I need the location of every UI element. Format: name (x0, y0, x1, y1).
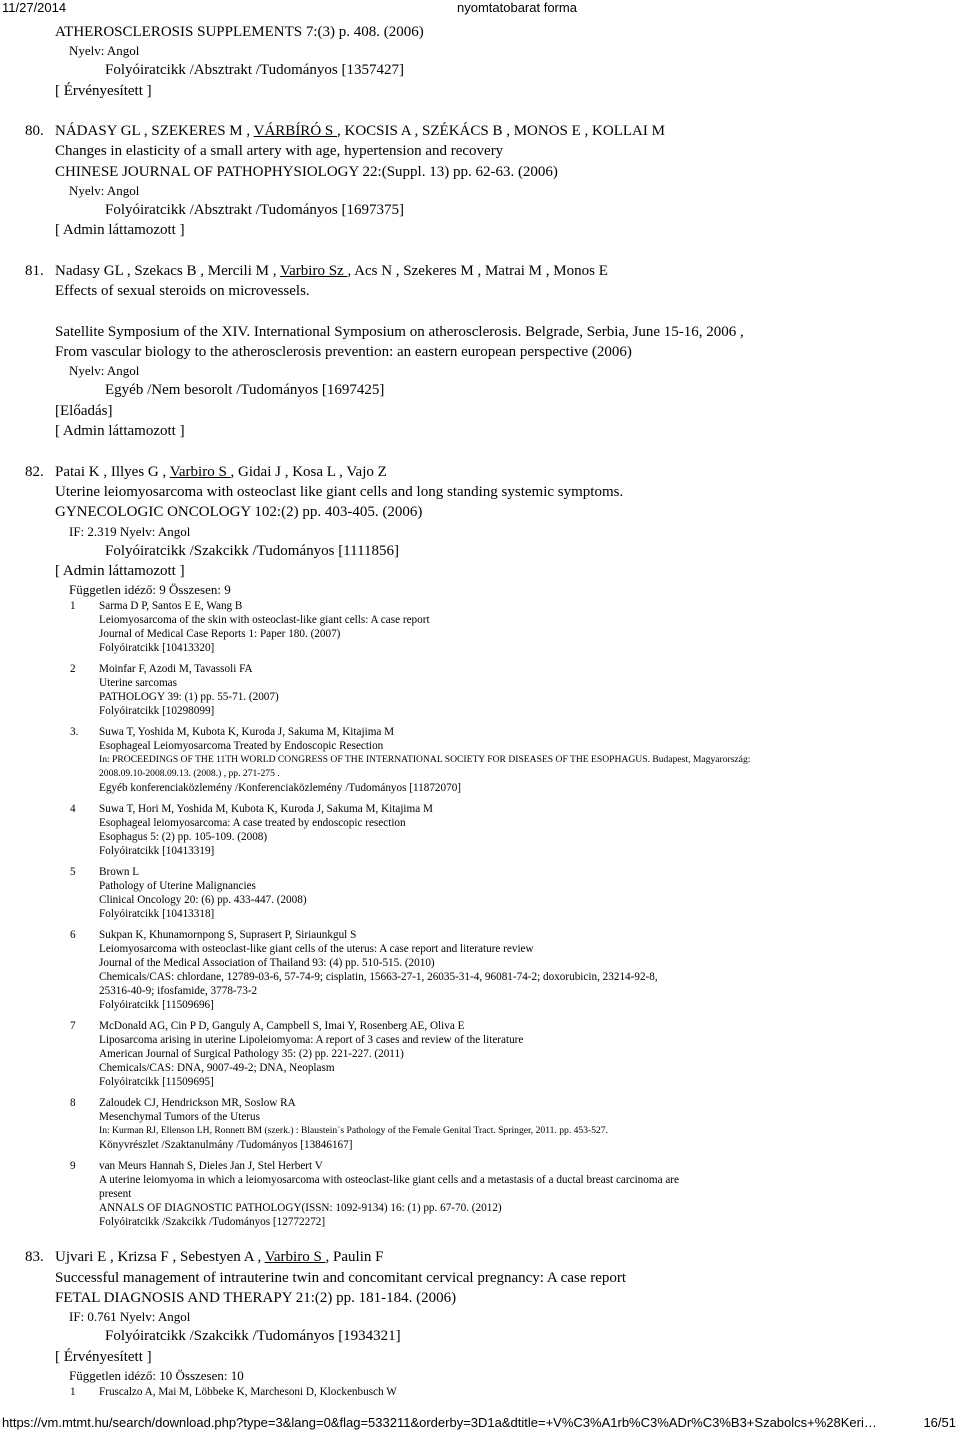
citation-item (0, 725, 940, 795)
citation-number: 1 (70, 600, 76, 613)
citation-number: 4 (70, 802, 76, 815)
citation-line: present (99, 1187, 132, 1200)
citation-line: Mesenchymal Tumors of the Uterus (99, 1110, 260, 1123)
citation-line: Suwa T, Hori M, Yoshida M, Kubota K, Kuroda J, Sakuma M, Kitajima M (99, 802, 433, 815)
citation-line: Egyéb konferenciaközlemény /Konferenciaközlemény /Tudományos [11872070] (99, 782, 462, 795)
citation-line: Uterine sarcomas (99, 677, 177, 690)
authors: NÁDASY GL , SZEKERES M , VÁRBÍRÓ S , KOCSIS A , SZÉKÁCS B , MONOS E , KOLLAI M (55, 123, 665, 140)
citation-item (0, 1019, 940, 1089)
entry-number: 81. (25, 262, 44, 279)
citation-line: ANNALS OF DIAGNOSTIC PATHOLOGY(ISSN: 1092-9134) 16: (1) pp. 67-70. (2012) (99, 1201, 502, 1214)
language-line: Nyelv: Angol (69, 363, 140, 379)
authors: Ujvari E , Krizsa F , Sebestyen A , Varbiro S , Paulin F (55, 1249, 384, 1266)
conference-line: From vascular biology to the atherosclerosis prevention: an eastern european perspective (2006) (55, 344, 632, 361)
citation-item (0, 1385, 940, 1399)
entry-number: 82. (25, 463, 44, 480)
citation-line: Folyóiratcikk [11509696] (99, 999, 214, 1012)
status-line: [ Admin láttamozott ] (55, 562, 185, 579)
publication-list (0, 22, 940, 1399)
citation-line: Esophagus 5: (2) pp. 105-109. (2008) (99, 831, 268, 844)
citation-number: 6 (70, 928, 76, 941)
citation-line: Zaloudek CJ, Hendrickson MR, Soslow RA (99, 1096, 296, 1109)
author-link[interactable]: Varbiro S (264, 1249, 326, 1266)
print-date: 11/27/2014 (2, 0, 67, 15)
journal-line: FETAL DIAGNOSIS AND THERAPY 21:(2) pp. 181-184. (2006) (55, 1290, 457, 1307)
publication-entry-79 (0, 22, 940, 101)
citation-line: Liposarcoma arising in uterine Lipoleiomyoma: A report of 3 cases and review of the literature (99, 1033, 524, 1046)
citation-authors: Fruscalzo A, Mai M, Löbbeke K, Marchesoni D, Klockenbusch W (99, 1385, 397, 1398)
citation-item (0, 662, 940, 718)
citation-line: Sarma D P, Santos E E, Wang B (99, 600, 243, 613)
citation-summary: Független idéző: 10 Összesen: 10 (69, 1367, 244, 1383)
citation-line: Chemicals/CAS: chlordane, 12789-03-6, 57-74-9; cisplatin, 15663-27-1, 26035-31-4, 96081-74-2; doxorubicin, 23214-92-8, (99, 970, 658, 983)
status-line: [ Admin láttamozott ] (55, 222, 185, 239)
citation-line: Brown L (99, 865, 140, 878)
print-title: nyomtatobarat forma (457, 0, 577, 15)
authors: Nadasy GL , Szekacs B , Mercili M , Varbiro Sz , Acs N , Szekeres M , Matrai M , Monos E (55, 262, 608, 279)
citation-item (0, 599, 940, 655)
type-line: Folyóiratcikk /Absztrakt /Tudományos [1697375] (105, 202, 405, 219)
citation-line: Leiomyosarcoma with osteoclast-like giant cells of the uterus: A case report and literature review (99, 942, 534, 955)
title-line: Effects of sexual steroids on microvessels. (55, 283, 310, 300)
citation-line: Folyóiratcikk [11509695] (99, 1076, 214, 1089)
author-link[interactable]: Varbiro Sz (279, 262, 348, 279)
citation-line: Clinical Oncology 20: (6) pp. 433-447. (2008) (99, 893, 307, 906)
if-language-line: IF: 0.761 Nyelv: Angol (69, 1309, 191, 1325)
citation-item (0, 928, 940, 1013)
citation-source-line: In: Kurman RJ, Ellenson LH, Ronnett BM (szerk.) : Blaustein`s Pathology of the Female Genital Tract. Springer, 2011. pp. 453-527. (99, 1124, 608, 1136)
citation-item (0, 1159, 940, 1229)
citation-number: 1 (70, 1385, 76, 1398)
citation-line: American Journal of Surgical Pathology 35: (2) pp. 221-227. (2011) (99, 1047, 404, 1060)
if-language-line: IF: 2.319 Nyelv: Angol (69, 523, 191, 539)
citation-line: Journal of the Medical Association of Thailand 93: (4) pp. 510-515. (2010) (99, 956, 435, 969)
citation-line: Chemicals/CAS: DNA, 9007-49-2; DNA, Neoplasm (99, 1061, 335, 1074)
language-line: Nyelv: Angol (69, 43, 140, 59)
citation-line: Esophageal Leiomyosarcoma Treated by Endoscopic Resection (99, 739, 384, 752)
citation-line: Folyóiratcikk [10413320] (99, 642, 215, 655)
citation-number: 9 (70, 1159, 76, 1172)
conference-line: Satellite Symposium of the XIV. International Symposium on atherosclerosis. Belgrade, Serbia, June 15-16, 2006 , (55, 323, 744, 340)
citation-number: 7 (70, 1019, 76, 1032)
citation-source-line: In: PROCEEDINGS OF THE 11TH WORLD CONGRESS OF THE INTERNATIONAL SOCIETY FOR DISEASES OF THE ESOPHAGUS. Budapest, Magyarország: 2008.09.10-2008.09.13. (2008.) , pp. 271-275 . (99, 754, 751, 780)
status-line: [ Admin láttamozott ] (55, 423, 185, 440)
publication-entry-80 (0, 121, 940, 240)
type-line: Egyéb /Nem besorolt /Tudományos [1697425] (105, 382, 385, 399)
citation-line: Folyóiratcikk /Szakcikk /Tudományos [12772272] (99, 1215, 326, 1228)
citation-number: 8 (70, 1096, 76, 1109)
publication-entry-83 (0, 1247, 940, 1399)
citation-summary: Független idéző: 9 Összesen: 9 (69, 582, 231, 598)
print-header (0, 0, 960, 16)
citation-line: Folyóiratcikk [10298099] (99, 705, 215, 718)
entry-number: 83. (25, 1249, 44, 1266)
citation-list (0, 599, 940, 1229)
journal-line: CHINESE JOURNAL OF PATHOPHYSIOLOGY 22:(Suppl. 13) pp. 62-63. (2006) (55, 163, 558, 180)
citation-line: Journal of Medical Case Reports 1: Paper 180. (2007) (99, 628, 341, 641)
citation-line: Esophageal leiomyosarcoma: A case treated by endoscopic resection (99, 816, 406, 829)
citation-line: Könyvrészlet /Szaktanulmány /Tudományos [13846167] (99, 1138, 353, 1151)
citation-line: Folyóiratcikk [10413318] (99, 908, 215, 920)
print-footer (0, 1415, 960, 1431)
publication-entry-82 (0, 462, 940, 1229)
citation-line: Suwa T, Yoshida M, Kubota K, Kuroda J, Sakuma M, Kitajima M (99, 725, 395, 738)
journal-line: GYNECOLOGIC ONCOLOGY 102:(2) pp. 403-405. (2006) (55, 504, 423, 521)
citation-item (0, 802, 940, 858)
title-line: Changes in elasticity of a small artery with age, hypertension and recovery (55, 143, 504, 160)
citation-item (0, 865, 940, 921)
entry-number: 80. (25, 123, 44, 140)
citation-item (0, 1096, 940, 1152)
citation-line: Moinfar F, Azodi M, Tavassoli FA (99, 663, 253, 675)
publication-entry-81 (0, 261, 940, 441)
citation-line: A uterine leiomyoma in which a leiomyosarcoma with osteoclast-like giant cells and a metastasis of a ductal breast carcinoma are (99, 1173, 679, 1186)
citation-line: Sukpan K, Khunamornpong S, Suprasert P, Siriaunkgul S (99, 928, 357, 941)
page-number: 16/51 (923, 1415, 956, 1430)
citation-line: PATHOLOGY 39: (1) pp. 55-71. (2007) (99, 691, 279, 704)
title-line: Successful management of intrauterine twin and concomitant cervical pregnancy: A case report (55, 1269, 627, 1286)
page-url: https://vm.mtmt.hu/search/download.php?type=3&lang=0&flag=533211&orderby=3D1a&dtitle=+V%C3%A1rb%C3%ADr%C3%B3+Szabolcs+%28Keri… (2, 1415, 877, 1430)
citation-line: 25316-40-9; ifosfamide, 3778-73-2 (99, 984, 258, 997)
citation-line: van Meurs Hannah S, Dieles Jan J, Stel Herbert V (99, 1159, 323, 1172)
citation-number: 3. (70, 725, 79, 738)
citation-line: Pathology of Uterine Malignancies (99, 879, 256, 892)
author-link[interactable]: VÁRBÍRÓ S (253, 123, 337, 140)
language-line: Nyelv: Angol (69, 183, 140, 199)
citation-line: Leiomyosarcoma of the skin with osteoclast-like giant cells: A case report (99, 614, 430, 627)
citation-line: McDonald AG, Cin P D, Ganguly A, Campbell S, Imai Y, Rosenberg AE, Oliva E (99, 1019, 465, 1032)
title-line: Uterine leiomyosarcoma with osteoclast like giant cells and long standing systemic symptoms. (55, 483, 624, 500)
type-line: Folyóiratcikk /Szakcikk /Tudományos [1111856] (105, 542, 400, 559)
status-line: [ Érvényesített ] (55, 82, 152, 99)
type-line: Folyóiratcikk /Szakcikk /Tudományos [1934321] (105, 1328, 401, 1345)
note-line: [Előadás] (55, 402, 113, 419)
type-line: Folyóiratcikk /Absztrakt /Tudományos [1357427] (105, 62, 405, 79)
citation-number: 2 (70, 663, 76, 675)
citation-number: 5 (70, 865, 76, 878)
status-line: [ Érvényesített ] (55, 1348, 152, 1365)
journal-line: ATHEROSCLEROSIS SUPPLEMENTS 7:(3) p. 408. (2006) (55, 24, 424, 40)
citation-line: Folyóiratcikk [10413319] (99, 845, 215, 858)
author-link[interactable]: Varbiro S (169, 463, 231, 480)
authors: Patai K , Illyes G , Varbiro S , Gidai J , Kosa L , Vajo Z (55, 463, 387, 480)
